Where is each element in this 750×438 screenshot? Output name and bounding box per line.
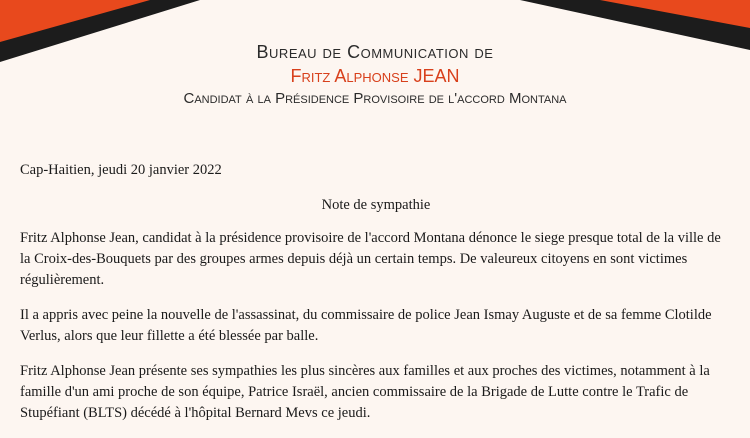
letterhead xyxy=(0,40,750,110)
paragraph-3: Fritz Alphonse Jean présente ses sympathies les plus sincères aux familles et aux proches des victimes, notamment à la famille d'un ami proche de son équipe, Patrice Israël, ancien commissaire de la Brigade de Lutte contre le Trafic de Stupéfiant (BLTS) décédé à l'hôpital Bernard Mevs ce jeudi. xyxy=(20,363,710,421)
letterhead-name: Fritz Alphonse JEAN xyxy=(290,66,460,86)
paragraph-1: Fritz Alphonse Jean, candidat à la présidence provisoire de l'accord Montana dénonce le siege presque total de la ville de la Croix-des-Bouquets par des groupes armes depuis déjà un certain temps. De valeureux citoyens en sont victimes régulièrement. xyxy=(20,230,721,288)
letter-body xyxy=(20,160,732,438)
letter-subject: Note de sympathie xyxy=(321,197,431,213)
letterhead-title: Candidat à la Présidence Provisoire de l'accord Montana xyxy=(183,90,567,107)
letterhead-office: Bureau de Communication de xyxy=(256,42,494,62)
dateline: Cap-Haitien, jeudi 20 janvier 2022 xyxy=(20,162,222,178)
paragraph-2: Il a appris avec peine la nouvelle de l'assassinat, du commissaire de police Jean Ismay Auguste et de sa femme Clotilde Verlus, alors que leur fillette a été blessée par balle. xyxy=(20,307,712,344)
